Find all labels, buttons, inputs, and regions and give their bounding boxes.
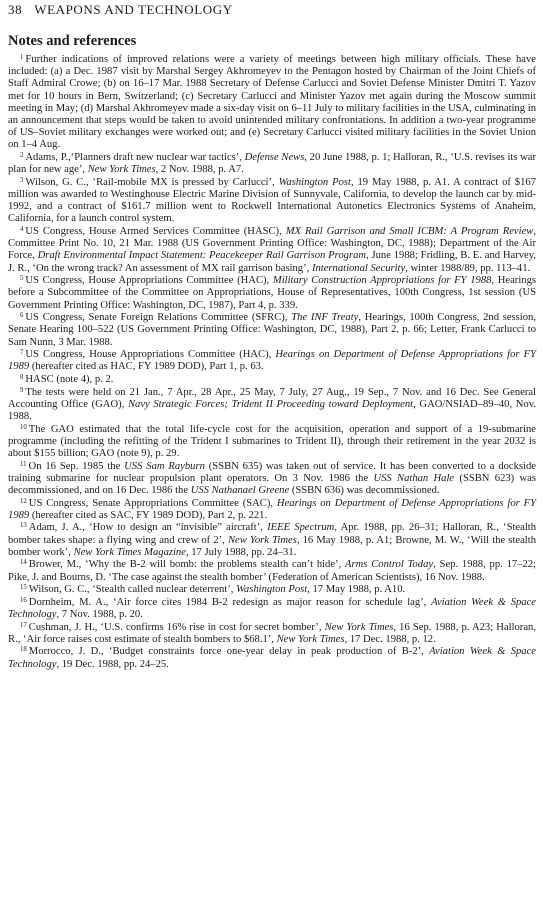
footnote-title-italic: New York Times bbox=[276, 633, 345, 645]
footnote-number: 8 bbox=[20, 374, 24, 382]
footnote-text: Wilson, G. C., ‘Stealth called nuclear deterrent’, bbox=[28, 584, 237, 596]
footnote-title-italic: New York Times Magazine bbox=[73, 546, 186, 558]
footnote-title-italic: Hearings on Department of Defense Appropriations for FY 1989 bbox=[8, 349, 536, 373]
footnote-text: Cushman, J. H., ‘U.S. confirms 16% rise in cost for secret bomber’, bbox=[28, 621, 325, 633]
footnote-title-italic: USS Nathanael Greene bbox=[190, 485, 290, 497]
footnote-text: , 19 May 1988, p. A1. A contract of $167 million was awarded to Westinghouse Electric Marine Division of Sunnyvale, California, to develop the launch car by mid-1992, and a contract of $161.7 million went to Rockwell International Autonetics Electronics Systems of Anaheim, California, for a launch control system. bbox=[8, 176, 536, 225]
footnote-text: US Congress, House Appropriations Committee (HAC), bbox=[25, 349, 276, 361]
footnote bbox=[8, 312, 536, 349]
footnote-title-italic: USS Nathan Hale bbox=[373, 472, 455, 484]
footnote-text: , 19 Dec. 1988, pp. 24–25. bbox=[56, 658, 169, 670]
footnote bbox=[8, 387, 536, 424]
footnote bbox=[8, 349, 536, 373]
footnote-number: 17 bbox=[20, 621, 27, 629]
footnote bbox=[8, 226, 536, 275]
footnote-number: 5 bbox=[20, 275, 24, 283]
footnote-title-italic: Washington Post bbox=[236, 584, 308, 596]
footnote-title-italic: USS Sam Rayburn bbox=[124, 460, 205, 472]
footnote-text: Further indications of improved relations were a variety of meetings between high military officials. These have included: (a) a Dec. 1987 visit by Marshal Sergey Akhromeyev to the Pentagon hosted by Chairman of the Joint Chiefs of Staff Admiral Crowe; (b) on 16–17 Mar. 1988 Secretary of Defense Carlucci and Soviet Defense Minister Dmitri T. Yazov met for 10 hours in Bern, Switzerland; (c) Secretary Carlucci and Minister Yazov met again during the Moscow summit meeting in May; (d) Marshal Akhromeyev made a six-day visit on 6–11 July to military facilities in the USA, culminating in an announcement that steps would be taken to avoid unintended military confrontations. In addition a two-year programme of US–Soviet military exchanges were worked out; and (e) Secretary Carlucci visited military facilities in the Soviet Union on 1–4 Aug. bbox=[8, 54, 536, 151]
footnote-number: 2 bbox=[20, 152, 24, 160]
footnote-text: US Congress, Senate Appropriations Committee (SAC), bbox=[28, 497, 277, 509]
footnote-text: Wilson, G. C., ‘Rail-mobile MX is pressed by Carlucci’, bbox=[25, 176, 279, 188]
footnote bbox=[8, 559, 536, 583]
footnote bbox=[8, 152, 536, 176]
footnote-number: 7 bbox=[20, 349, 24, 357]
footnote-number: 12 bbox=[20, 497, 27, 505]
footnote-text: US Congress, Senate Foreign Relations Committee (SFRC), bbox=[25, 312, 292, 324]
footnote-text: , 17 July 1988, pp. 24–31. bbox=[185, 546, 297, 558]
footnote-text: Adams, P.,‘Planners draft new nuclear war tactics’, bbox=[25, 152, 245, 164]
footnote-title-italic: New York Times bbox=[227, 534, 297, 546]
footnote-title-italic: Aviation Week & Space Technology bbox=[8, 646, 536, 670]
footnote-text: , 17 Dec. 1988, p. 12. bbox=[344, 633, 436, 645]
footnote-number: 18 bbox=[20, 646, 27, 654]
footnote-text: , June 1988; Fridling, B. E. and Harvey, J. R., ‘On the wrong track? An assessment of MX rail garrison basing’, bbox=[8, 250, 536, 274]
footnote-text: On 16 Sep. 1985 the bbox=[28, 460, 125, 472]
footnote-number: 1 bbox=[20, 54, 24, 61]
footnote bbox=[8, 622, 536, 646]
footnote bbox=[8, 522, 536, 559]
footnote-title-italic: The INF Treaty bbox=[291, 312, 359, 324]
footnote-title-italic: IEEE Spectrum bbox=[267, 522, 335, 534]
footnote bbox=[8, 461, 536, 498]
section-title: Notes and references bbox=[8, 33, 137, 49]
footnote-text: , Apr. 1988, pp. 26–31; Halloran, R., ‘Stealth bomber takes shape: a flying wing and crew of 2’, bbox=[8, 522, 537, 546]
footnote-number: 9 bbox=[20, 386, 24, 394]
footnote-text: , 20 June 1988, p. 1; Halloran, R., ‘U.S. revises its war plan for new age’, bbox=[8, 152, 536, 176]
footnote-text: The tests were held on 21 Jan., 7 Apr., 28 Apr., 25 May, 7 July, 27 Aug., 19 Sep., 7 Nov. and 16 Dec. See General Accounting Office (GAO), bbox=[8, 386, 536, 410]
notes-list bbox=[8, 54, 536, 671]
footnote-title-italic: MX Rail Garrison and Small ICBM: A Program Review bbox=[285, 226, 534, 238]
page-number: 38 bbox=[8, 2, 23, 17]
footnote-number: 16 bbox=[20, 596, 27, 604]
footnote-text: , Hearings, 100th Congress, 2nd session, Senate Hearing 100–522 (US Government Printing Office: Washington, DC, 1988), Part 2, p. 66; Letter, Frank Carlucci to Sam Nunn, 3 Mar. 1988. bbox=[8, 312, 536, 348]
footnote-text: , winter 1988/89, pp. 113–41. bbox=[405, 262, 531, 274]
footnote-title-italic: Military Construction Appropriations for FY 1988 bbox=[272, 275, 492, 287]
footnote-text: US Congress, House Armed Services Committee (HASC), bbox=[25, 226, 286, 238]
footnote-text: (SSBN 623) was decommissioned, and on 16 Dec. 1986 the bbox=[8, 472, 536, 497]
footnote bbox=[8, 646, 536, 670]
footnote-number: 3 bbox=[20, 176, 24, 184]
footnote-title-italic: Navy Strategic Forces; Trident II Proceeding toward Deployment bbox=[127, 398, 414, 410]
footnote-text: , 17 May 1988, p. A10. bbox=[307, 584, 406, 596]
footnote bbox=[8, 584, 536, 596]
footnote-text: , 2 Nov. 1988, p. A7. bbox=[155, 164, 244, 176]
footnote-number: 15 bbox=[20, 584, 27, 592]
footnote-text: Brower, M., ‘Why the B-2 will bomb: the problems stealth can’t hide’, bbox=[28, 559, 346, 571]
footnote bbox=[8, 275, 536, 312]
footnote-text: , Committee Print No. 10, 21 Mar. 1988 (US Government Printing Office: Washington, DC, 1988); Department of the Air Force, bbox=[8, 226, 536, 262]
footnote-title-italic: Defense News bbox=[244, 152, 305, 164]
footnote-number: 10 bbox=[20, 423, 27, 431]
footnote bbox=[8, 54, 536, 152]
footnote-text: (SSBN 635) was taken out of service. It has been converted to a dockside training submarine for nuclear propulsion plant operators. On 3 Nov. 1986 the bbox=[8, 460, 537, 484]
footnote-number: 6 bbox=[20, 312, 24, 320]
footnote-text: , 16 May 1988, p. A1; Browne, M. W., ‘Will the stealth bomber work’, bbox=[8, 534, 536, 558]
footnote-title-italic: Washington Post bbox=[278, 176, 351, 188]
footnote-text: (SSBN 636) was decommissioned. bbox=[289, 485, 440, 497]
footnote bbox=[8, 498, 536, 522]
footnote-text: Adam, J. A., ‘How to design an “invisible” aircraft’, bbox=[28, 522, 268, 534]
footnote bbox=[8, 374, 536, 386]
footnote-text: HASC (note 4), p. 2. bbox=[25, 374, 114, 386]
footnote-title-italic: International Security bbox=[311, 262, 406, 274]
footnote-text: The GAO estimated that the total life-cycle cost for the acquisition, operation and support of a 19-submarine programme (including the refitting of the Trident I submarines to Trident II), through their retirement in the year 2032 is about $155 billion; GAO (note 9), p. 29. bbox=[8, 423, 536, 460]
footnote-title-italic: Arms Control Today bbox=[345, 559, 434, 571]
footnote-text: , Hearings before a Subcommittee of the Committee on Appropriations, House of Representatives, 100th Congress, 1st session (US Government Printing Office: Washington, DC, 1987), Part 4, p. 339. bbox=[8, 275, 536, 311]
footnote-title-italic: Hearings on Department of Defense Appropriations for FY 1989 bbox=[8, 497, 536, 521]
footnote bbox=[8, 597, 536, 621]
footnote-number: 4 bbox=[20, 226, 24, 234]
running-title: WEAPONS AND TECHNOLOGY bbox=[34, 2, 233, 17]
footnote-text: US Congress, House Appropriations Committee (HAC), bbox=[25, 275, 273, 287]
footnote-text: , Sep. 1988, pp. 17–22; Pike, J. and Bourns, D. ‘The case against the stealth bomber’ (Federation of American Scientists), 16 Nov. 1988. bbox=[8, 559, 537, 583]
footnote-text: , 16 Sep. 1988, p. A23; Halloran, R., ‘Air force raises cost estimate of stealth bombers to $68.1’, bbox=[8, 621, 536, 645]
footnote bbox=[8, 177, 536, 226]
footnote-number: 14 bbox=[20, 559, 27, 567]
footnote-title-italic: New York Times bbox=[87, 164, 156, 176]
footnote bbox=[8, 424, 536, 461]
footnote-number: 13 bbox=[20, 522, 27, 530]
footnote-title-italic: Aviation Week & Space Technology bbox=[8, 596, 537, 620]
document-page bbox=[8, 2, 536, 671]
footnote-text: Morrocco, J. D., ‘Budget constraints force one-year delay in peak production of B-2’, bbox=[28, 646, 430, 658]
running-head bbox=[8, 2, 536, 18]
footnote-title-italic: Draft Environmental Impact Statement: Peacekeeper Rail Garrison Program bbox=[37, 250, 367, 262]
footnote-number: 11 bbox=[20, 460, 27, 468]
footnote-text: (hereafter cited as SAC, FY 1989 DOD), Part 2, p. 221. bbox=[29, 509, 268, 521]
footnote-title-italic: New York Times bbox=[324, 621, 394, 633]
footnote-text: , GAO/NSIAD–89–40, Nov. 1988. bbox=[8, 398, 536, 423]
footnote-text: Dornheim, M. A., ‘Air force cites 1984 B-2 redesign as major reason for schedule lag’, bbox=[28, 596, 432, 608]
footnote-text: , 7 Nov. 1988, p. 20. bbox=[56, 609, 143, 620]
footnote-text: (hereafter cited as HAC, FY 1989 DOD), Part 1, p. 63. bbox=[29, 361, 264, 373]
